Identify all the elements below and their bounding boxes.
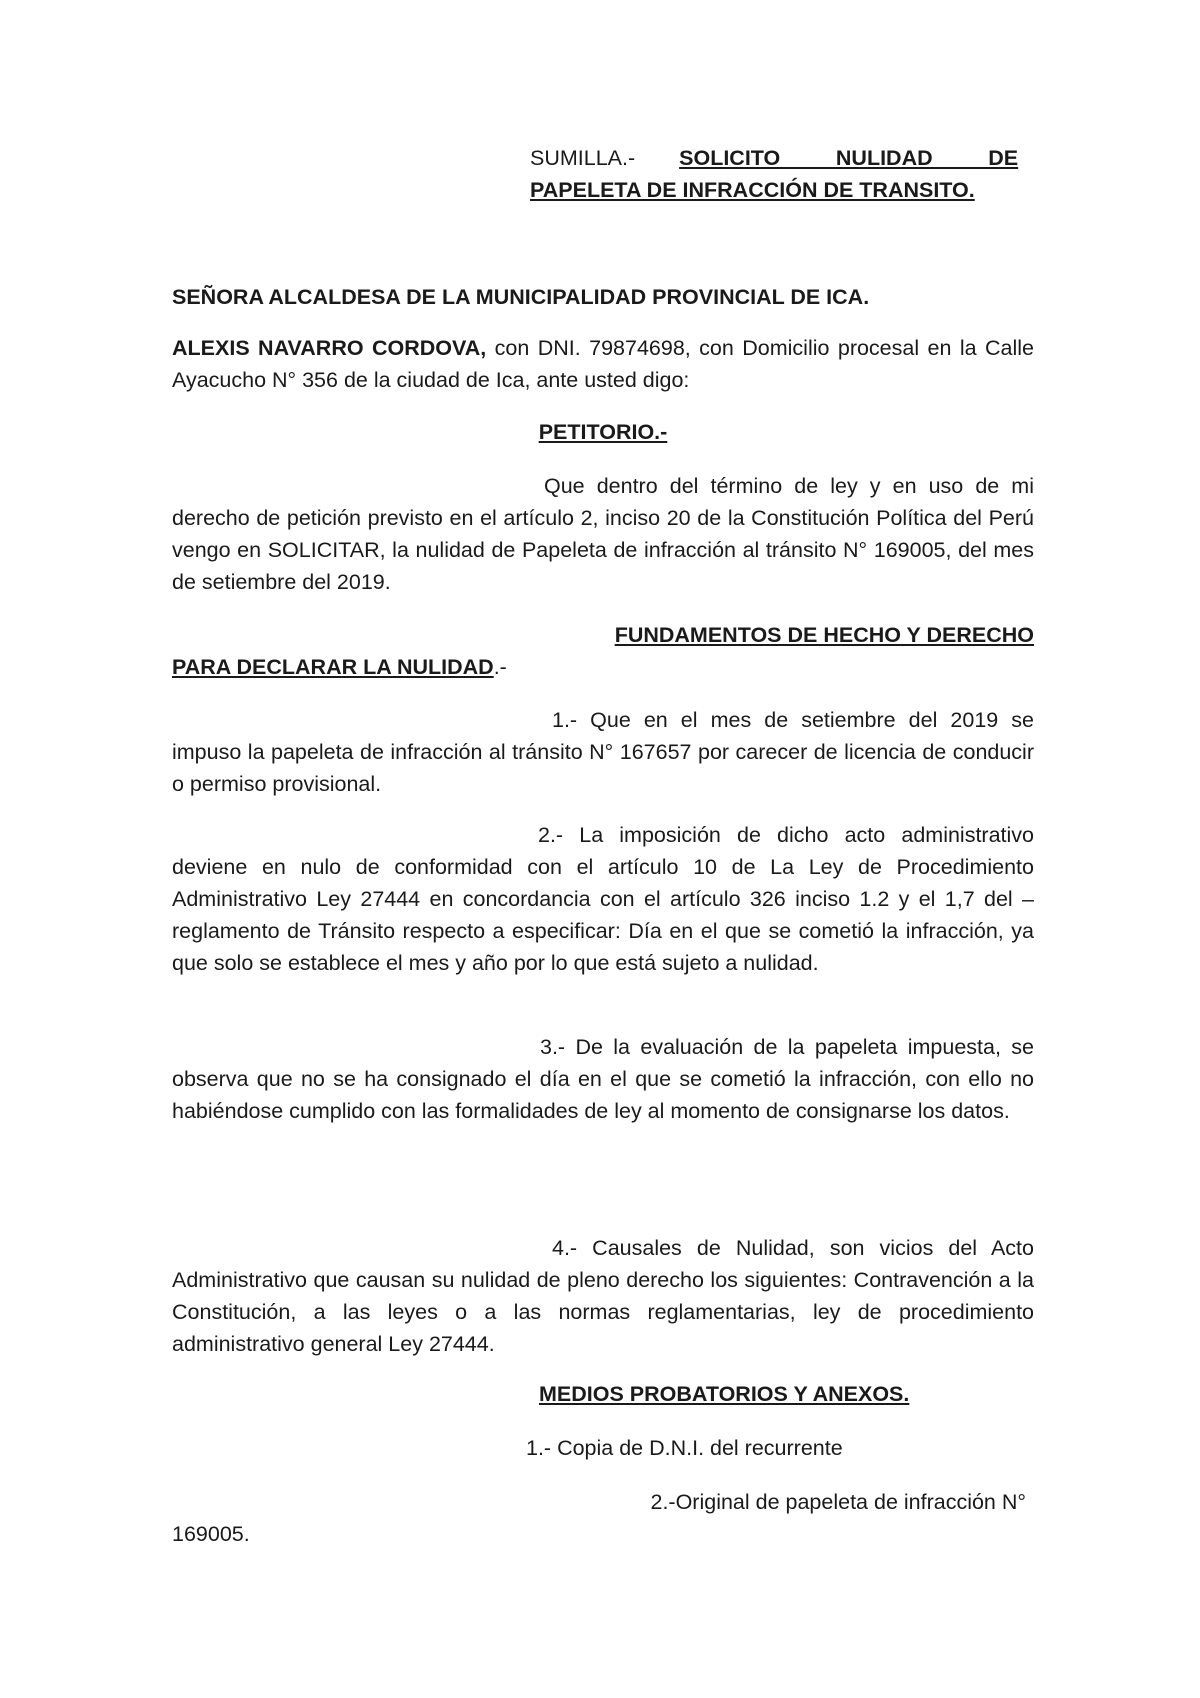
medios-heading: MEDIOS PROBATORIOS Y ANEXOS. [539, 1382, 910, 1406]
medios-item-2 [172, 1486, 1034, 1550]
medios-item-2-line-1: 2.-Original de papeleta de infracción N° [650, 1490, 1026, 1514]
addressee: SEÑORA ALCALDESA DE LA MUNICIPALIDAD PROVINCIAL DE ICA. [172, 285, 870, 309]
fundamento-item-text: 4.- Causales de Nulidad, son vicios del Acto Administrativo que causan su nulidad de pleno derecho los siguientes: Contravención a la Constitución, a las leyes o a las normas reglamentarias, ley de procedimiento administrativo general Ley 27444. [172, 1236, 1034, 1356]
sumilla-label: SUMILLA.- [530, 146, 636, 170]
medios-item-2-line-2: 169005. [172, 1522, 250, 1546]
petitorio-heading: PETITORIO.- [538, 420, 668, 444]
petitorio-text [172, 470, 1034, 598]
petitioner-name: ALEXIS NAVARRO CORDOVA, [172, 336, 487, 360]
intro-paragraph [172, 332, 1034, 396]
fundamento-item-4 [172, 1232, 1034, 1360]
sumilla-block [530, 142, 1034, 206]
fundamento-item-text: 3.- De la evaluación de la papeleta impuesta, se observa que no se ha consignado el día en el que se cometió la infracción, con ello no habiéndose cumplido con las formalidades de ley al momento de consignarse los datos. [172, 1035, 1034, 1123]
fundamento-item-2 [172, 819, 1034, 979]
fundamento-item-text: 2.- La imposición de dicho acto administrativo deviene en nulo de conformidad con el artículo 10 de La Ley de Procedimiento Administrativo Ley 27444 en concordancia con el artículo 326 inciso 1.2 y el 1,7 del –reglamento de Tránsito respecto a especificar: Día en el que se cometió la infracción, ya que solo se establece el mes y año por lo que está sujeto a nulidad. [172, 823, 1034, 975]
sumilla-title-1: SOLICITO NULIDAD DE [679, 146, 1019, 170]
fundamentos-heading [172, 619, 1034, 683]
intro-text: con DNI. 79874698, con Domicilio procesal en la Calle Ayacucho N° 356 de la ciudad de Ica, ante usted digo: [172, 336, 1034, 392]
fundamento-item-1 [172, 704, 1034, 800]
petitorio-paragraph: Que dentro del término de ley y en uso de mi derecho de petición previsto en el artículo 2, inciso 20 de la Constitución Política del Perú vengo en SOLICITAR, la nulidad de Papeleta de infracción al tránsito N° 169005, del mes de setiembre del 2019. [172, 474, 1034, 594]
fundamentos-heading-suffix: .- [493, 655, 507, 679]
fundamentos-heading-line-2: PARA DECLARAR LA NULIDAD [172, 655, 494, 679]
fundamento-item-text: 1.- Que en el mes de setiembre del 2019 se impuso la papeleta de infracción al tránsito N° 167657 por carecer de licencia de conducir o permiso provisional. [172, 708, 1034, 796]
fundamento-item-3 [172, 1031, 1034, 1127]
sumilla-title-2: PAPELETA DE INFRACCIÓN DE TRANSITO. [530, 178, 975, 202]
sumilla-line-1 [530, 142, 1034, 174]
fundamentos-heading-line-1: FUNDAMENTOS DE HECHO Y DERECHO [614, 623, 1034, 647]
medios-item-1: 1.- Copia de D.N.I. del recurrente [526, 1436, 843, 1460]
petitorio-heading-row [172, 416, 1034, 448]
